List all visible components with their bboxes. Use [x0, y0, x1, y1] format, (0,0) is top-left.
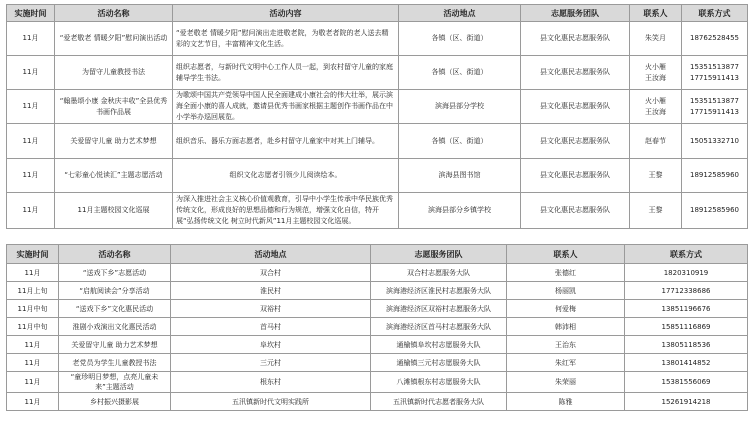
cell-team: 县文化惠民志愿服务队 — [521, 22, 630, 56]
cell-phone — [682, 90, 748, 124]
cell-phone — [682, 159, 748, 193]
cell-phone: 15851116869 — [625, 318, 748, 336]
phone-number: 18912585960 — [690, 171, 739, 179]
table-row — [7, 372, 748, 393]
cell-team: 五汛镇新时代志愿者服务大队 — [371, 393, 507, 411]
cell-contact: 陈雅 — [507, 393, 625, 411]
header-contact: 联系人 — [507, 245, 625, 264]
cell-name: “七彩童心悦读汇”主题志愿活动 — [55, 159, 173, 193]
phone-number: 15351513877 — [690, 62, 739, 71]
cell-phone: 13801414852 — [625, 354, 748, 372]
table-row — [7, 56, 748, 90]
cell-time: 11月 — [7, 354, 59, 372]
cell-contact — [630, 90, 682, 124]
table-row — [7, 193, 748, 229]
header-phone: 联系方式 — [682, 5, 748, 22]
cell-team: 通榆镇三元村志愿服务大队 — [371, 354, 507, 372]
cell-time: 11月上旬 — [7, 282, 59, 300]
phone-number: 18912585960 — [690, 206, 739, 214]
cell-team: 县文化惠民志愿服务队 — [521, 124, 630, 159]
cell-location: 根东村 — [171, 372, 371, 393]
cell-name: 11月主题校园文化巡展 — [55, 193, 173, 229]
cell-team: 双合村志愿服务大队 — [371, 264, 507, 282]
header-name: 活动名称 — [55, 5, 173, 22]
cell-contact — [630, 22, 682, 56]
cell-content: 为深入推进社会主义核心价值观教育，引导中小学生传承中华民族优秀传统文化，形成良好的思想品德和行为规范，增强文化自信，特开展“弘扬传统文化 树立时代新风”11月主题校园文化巡展。 — [173, 193, 399, 229]
contact-name: 王黎 — [648, 206, 663, 214]
cell-contact: 朱红军 — [507, 354, 625, 372]
cell-name: “送戏下乡”文化惠民活动 — [59, 300, 171, 318]
cell-location: 双合村 — [171, 264, 371, 282]
cell-time: 11月 — [7, 22, 55, 56]
cell-time: 11月 — [7, 372, 59, 393]
cell-location: 阜坎村 — [171, 336, 371, 354]
cell-contact: 杨丽凯 — [507, 282, 625, 300]
cell-contact: 张德红 — [507, 264, 625, 282]
cell-phone: 17712338686 — [625, 282, 748, 300]
cell-name: 淮剧小戏演出文化惠民活动 — [59, 318, 171, 336]
cell-phone — [682, 193, 748, 229]
contact-name: 王汝海 — [645, 107, 666, 116]
cell-time: 11月中旬 — [7, 318, 59, 336]
cell-location: 各镇（区、街道） — [399, 22, 521, 56]
header-team: 志愿服务团队 — [371, 245, 507, 264]
cell-team: 县文化惠民志愿服务队 — [521, 90, 630, 124]
contact-name: 王黎 — [648, 171, 663, 179]
cell-location: 各镇（区、街道） — [399, 124, 521, 159]
table-row — [7, 393, 748, 411]
cell-phone — [682, 22, 748, 56]
cell-team: 八滩镇根东村志愿服务大队 — [371, 372, 507, 393]
phone-number: 18762528455 — [690, 34, 739, 42]
cell-time: 11月 — [7, 90, 55, 124]
table-row — [7, 22, 748, 56]
cell-content: 组织文化志愿者引领少儿阅读绘本。 — [173, 159, 399, 193]
table-row — [7, 264, 748, 282]
table-header-row — [7, 245, 748, 264]
cell-location: 滨海县部分学校 — [399, 90, 521, 124]
cell-name: 为留守儿童教授书法 — [55, 56, 173, 90]
cell-location: 三元村 — [171, 354, 371, 372]
activity-table-1 — [6, 4, 748, 229]
cell-location: 五汛镇新时代文明实践所 — [171, 393, 371, 411]
cell-time: 11月 — [7, 336, 59, 354]
header-team: 志愿服务团队 — [521, 5, 630, 22]
cell-name: 老党员为学生儿童教授书法 — [59, 354, 171, 372]
table-row — [7, 318, 748, 336]
cell-time: 11月 — [7, 124, 55, 159]
cell-content: 组织音乐、器乐方面志愿者，赴乡村留守儿童家中对其上门辅导。 — [173, 124, 399, 159]
header-time: 实施时间 — [7, 245, 59, 264]
cell-time: 11月 — [7, 56, 55, 90]
table-row — [7, 336, 748, 354]
table-row — [7, 159, 748, 193]
cell-name: “翰墨颂小康 金秋庆丰收”全县优秀书画作品展 — [55, 90, 173, 124]
cell-contact — [630, 159, 682, 193]
cell-team: 滨海港经济区双裕村志愿服务大队 — [371, 300, 507, 318]
cell-team: 县文化惠民志愿服务队 — [521, 193, 630, 229]
table-row — [7, 300, 748, 318]
cell-time: 11月 — [7, 159, 55, 193]
cell-location: 各镇（区、街道） — [399, 56, 521, 90]
phone-number: 15351513877 — [690, 96, 739, 105]
cell-phone: 1820310919 — [625, 264, 748, 282]
table-row — [7, 124, 748, 159]
header-name: 活动名称 — [59, 245, 171, 264]
cell-phone: 13851196676 — [625, 300, 748, 318]
header-phone: 联系方式 — [625, 245, 748, 264]
cell-team: 县文化惠民志愿服务队 — [521, 159, 630, 193]
table-header-row — [7, 5, 748, 22]
cell-name: “启航阅读会”分享活动 — [59, 282, 171, 300]
cell-contact — [630, 193, 682, 229]
cell-location: 首马村 — [171, 318, 371, 336]
phone-number: 17715911413 — [690, 73, 739, 82]
cell-phone — [682, 56, 748, 90]
cell-name: 关爱留守儿童 助力艺术梦想 — [55, 124, 173, 159]
contact-name: 赵春节 — [645, 136, 666, 145]
cell-team: 滨海港经济区首马村志愿服务大队 — [371, 318, 507, 336]
cell-location: 双裕村 — [171, 300, 371, 318]
activity-table-2 — [6, 244, 748, 411]
table-row — [7, 90, 748, 124]
cell-name: “童珍明日梦想，点亮儿童未来”主题活动 — [59, 372, 171, 393]
cell-time: 11月 — [7, 393, 59, 411]
cell-content: 为歌颂中国共产党领导中国人民全面建成小康社会的伟大壮举，展示滨海全面小康的喜人成就，邀请县优秀书画家根据主题创作书画作品在中小学举办巡回展览。 — [173, 90, 399, 124]
cell-time: 11月中旬 — [7, 300, 59, 318]
cell-name: “送戏下乡”志愿活动 — [59, 264, 171, 282]
cell-phone — [682, 124, 748, 159]
cell-content: “爱老敬老 情暖夕阳”慰问演出走进敬老院，为敬老者院的老人送去精彩的文艺节目，丰富精神文化生活。 — [173, 22, 399, 56]
phone-number: 17715911413 — [690, 107, 739, 116]
cell-contact: 朱荣丽 — [507, 372, 625, 393]
cell-team: 滨海港经济区淮民村志愿服务大队 — [371, 282, 507, 300]
header-location: 活动地点 — [399, 5, 521, 22]
cell-phone: 15381556069 — [625, 372, 748, 393]
contact-name: 火小雁 — [645, 62, 666, 71]
contact-name: 朱笑月 — [645, 34, 666, 42]
table-row — [7, 282, 748, 300]
cell-content: 组织志愿者，与新时代文明中心工作人员一起，到农村留守儿童的家庭辅导学生书法。 — [173, 56, 399, 90]
cell-team: 通榆镇阜坎村志愿服务大队 — [371, 336, 507, 354]
contact-name: 王汝海 — [645, 73, 666, 82]
header-contact: 联系人 — [630, 5, 682, 22]
cell-time: 11月 — [7, 193, 55, 229]
cell-contact — [630, 56, 682, 90]
cell-team: 县文化惠民志愿服务队 — [521, 56, 630, 90]
cell-phone: 13805118536 — [625, 336, 748, 354]
table-row — [7, 354, 748, 372]
cell-contact: 何爱梅 — [507, 300, 625, 318]
contact-name: 火小雁 — [645, 96, 666, 105]
cell-location: 淮民村 — [171, 282, 371, 300]
header-location: 活动地点 — [171, 245, 371, 264]
cell-name: 乡村振兴摄影展 — [59, 393, 171, 411]
cell-phone: 15261914218 — [625, 393, 748, 411]
cell-contact: 王治东 — [507, 336, 625, 354]
cell-name: “爱老敬老 情暖夕阳”慰问演出活动 — [55, 22, 173, 56]
header-content: 活动内容 — [173, 5, 399, 22]
cell-time: 11月 — [7, 264, 59, 282]
cell-contact: 韩沛相 — [507, 318, 625, 336]
phone-number: 15051332710 — [690, 136, 739, 145]
cell-location: 滨海县部分乡镇学校 — [399, 193, 521, 229]
cell-contact — [630, 124, 682, 159]
header-time: 实施时间 — [7, 5, 55, 22]
cell-location: 滨海县图书馆 — [399, 159, 521, 193]
cell-name: 关爱留守儿童 助力艺术梦想 — [59, 336, 171, 354]
